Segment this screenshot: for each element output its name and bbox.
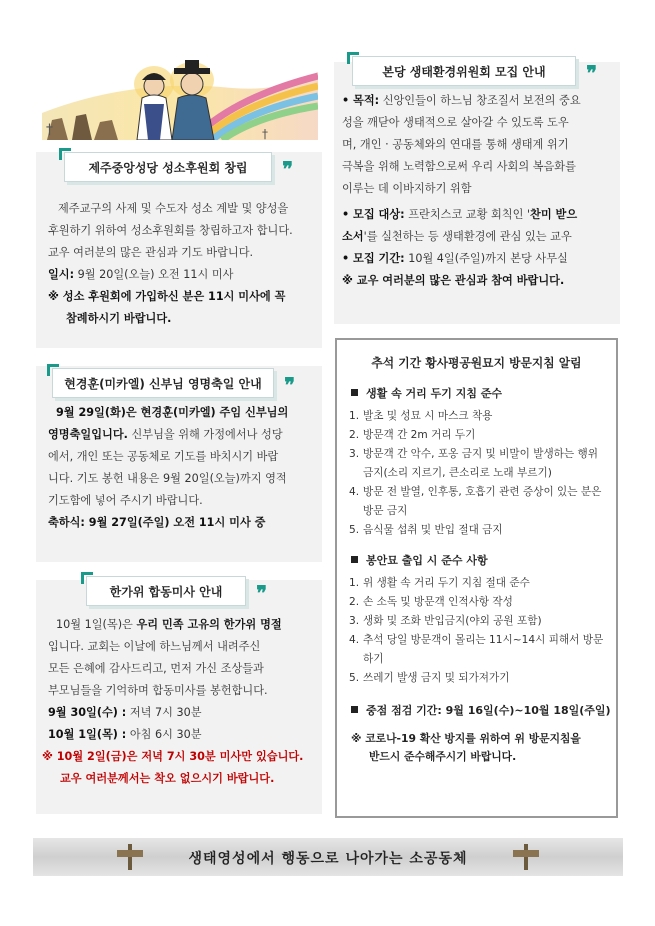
- cemetery-guideline-notice: [335, 338, 618, 818]
- schedule-date: 9월 30일(수) :: [48, 706, 127, 719]
- body-text: 10월 1일(목)은: [56, 618, 137, 631]
- item-number: 3.: [349, 615, 360, 627]
- eco-committee-section: [334, 62, 620, 324]
- closing-note: ※ 교우 여러분의 많은 관심과 참여 바랍니다.: [342, 274, 565, 287]
- guideline-subtitle: [337, 385, 616, 401]
- guideline-item: [349, 593, 606, 612]
- item-number: 5.: [349, 524, 360, 536]
- header-illustration: [42, 58, 318, 140]
- feast-highlight: 영명축일입니다.: [48, 428, 128, 441]
- square-bullet-icon: [351, 706, 358, 713]
- mass-schedule-row: [48, 724, 318, 746]
- event-date-value: 9월 20일(오늘) 오전 11시 미사: [77, 268, 234, 281]
- feast-day-body: [48, 402, 316, 534]
- item-text: 음식물 섭취 및 반입 절대 금지: [363, 524, 503, 536]
- target-line: [342, 226, 618, 248]
- body-line: 니다. 기도 봉헌 내용은 9월 20일(오늘)까지 영적: [48, 472, 287, 485]
- body-line: [48, 614, 318, 636]
- target-line: [342, 204, 618, 226]
- item-text: 방문객 간 악수, 포옹 금지 및 비말이 발생하는 행위 금지(소리 지르기, 큰소리로 노래 부르기): [363, 448, 598, 479]
- svg-text:†: †: [262, 127, 268, 140]
- vocation-society-title-tab: [64, 152, 293, 182]
- item-number: 5.: [349, 672, 360, 684]
- guideline-item: [349, 483, 606, 521]
- body-line: 부모님들을 기억하며 합동미사를 봉헌합니다.: [48, 684, 268, 697]
- svg-text:†: †: [46, 122, 53, 138]
- item-number: 4.: [349, 634, 360, 646]
- square-bullet-icon: [351, 389, 358, 396]
- hangawi-mass-title-tab: [86, 576, 267, 606]
- guideline-item: [349, 669, 606, 688]
- schedule-date: 10월 1일(목) :: [48, 728, 127, 741]
- guideline-item: [349, 612, 606, 631]
- vocation-note: 참례하시기 바랍니다.: [66, 312, 172, 325]
- eco-committee-title-tab: [352, 56, 597, 86]
- celebration-time: 축하식: 9월 27일(주일) 오전 11시 미사 중: [48, 516, 266, 529]
- body-line: 9월 29일(화)은 현경훈(미카엘) 주임 신부님의: [56, 406, 289, 419]
- body-text: 신앙인들이 하느님 창조질서 보전의 중요: [379, 94, 581, 107]
- vocation-note: ※ 성소 후원회에 가입하신 분은 11시 미사에 꼭: [48, 290, 286, 303]
- quote-mark-icon: ❞: [256, 581, 267, 605]
- hangawi-mass-body: [42, 614, 318, 790]
- distancing-list: [337, 407, 616, 540]
- guideline-subtitle: [337, 552, 616, 568]
- corner-accent-icon: [347, 52, 359, 64]
- inspection-text: 중점 점검 기간: 9월 16일(수)~10월 18일(주일): [366, 704, 611, 717]
- guideline-item: [349, 426, 606, 445]
- body-text: 신부님을 위해 가정에서나 성당: [127, 428, 283, 441]
- section-title: 한가위 합동미사 안내: [109, 584, 223, 599]
- guideline-item: [349, 407, 606, 426]
- hangawi-highlight: 우리 민족 고유의 한가위 명절: [136, 618, 282, 631]
- hangawi-mass-section: [36, 580, 322, 814]
- covid-warning: [337, 730, 616, 766]
- warning-line: 반드시 준수해주시기 바랍니다.: [369, 750, 517, 763]
- body-text: '를 실천하는 등 생태환경에 관심 있는 교우: [363, 230, 572, 243]
- guideline-item: [349, 574, 606, 593]
- body-line: 성을 깨닫아 생태적으로 살아갈 수 있도록 도우: [342, 116, 569, 129]
- schedule-time: 저녁 7시 30분: [126, 706, 202, 719]
- item-text: 방문 전 발열, 인후통, 호흡기 관련 증상이 있는 분은 방문 금지: [363, 486, 602, 517]
- subtitle-text: 봉안묘 출입 시 준수 사항: [366, 554, 488, 567]
- body-line: 제주교구의 사제 및 수도자 성소 계발 및 양성을: [58, 202, 289, 215]
- signpost-icon: [511, 844, 541, 870]
- saints-illustration: [42, 58, 318, 140]
- corner-accent-icon: [81, 572, 93, 584]
- quote-mark-icon: ❞: [284, 373, 295, 397]
- body-text: 프란치스코 교황 회칙인 ': [404, 208, 531, 221]
- body-line: 며, 개인 · 공동체와의 연대를 통해 생태계 위기: [342, 138, 569, 151]
- body-line: 모든 은혜에 감사드리고, 먼저 가신 조상들과: [48, 662, 264, 675]
- body-line: 입니다. 교회는 이날에 하느님께서 내려주신: [48, 640, 261, 653]
- body-line: [48, 424, 316, 446]
- quote-mark-icon: ❞: [586, 61, 597, 85]
- period-label: • 모집 기간:: [342, 252, 405, 265]
- corner-accent-icon: [59, 148, 71, 160]
- warning-line: ※ 코로나-19 확산 방지를 위하여 위 방문지침을: [351, 732, 581, 745]
- section-title: 제주중앙성당 성소후원회 창립: [88, 160, 248, 175]
- feast-day-title-tab: [52, 368, 295, 398]
- square-bullet-icon: [351, 556, 358, 563]
- purpose-line: [342, 90, 618, 112]
- item-text: 쓰레기 발생 금지 및 되가져가기: [363, 672, 510, 684]
- guideline-item: [349, 521, 606, 540]
- item-text: 발초 및 성묘 시 마스크 착용: [363, 410, 493, 422]
- item-number: 1.: [349, 577, 360, 589]
- corner-accent-icon: [47, 364, 59, 376]
- encyclical-name: 소서: [342, 230, 364, 243]
- body-line: 교우 여러분의 많은 관심과 기도 바랍니다.: [48, 246, 254, 259]
- body-line: 기도함에 넣어 주시기 바랍니다.: [48, 494, 203, 507]
- schedule-warning: ※ 10월 2일(금)은 저녁 7시 30분 미사만 있습니다.: [42, 750, 304, 763]
- item-text: 방문객 간 2m 거리 두기: [363, 429, 476, 441]
- event-date: [48, 264, 316, 286]
- section-title: 본당 생태환경위원회 모집 안내: [382, 64, 546, 79]
- period-line: [342, 248, 618, 270]
- item-number: 1.: [349, 410, 360, 422]
- eco-committee-body: [342, 90, 618, 292]
- item-number: 2.: [349, 596, 360, 608]
- item-text: 손 소독 및 방문객 인적사항 작성: [363, 596, 513, 608]
- encyclical-name: 찬미 받으: [530, 208, 578, 221]
- body-line: 극복을 위해 노력함으로써 우리 사회의 복음화를: [342, 160, 576, 173]
- banner-slogan: 생태영성에서 행동으로 나아가는 소공동체: [188, 851, 468, 867]
- purpose-label: • 목적:: [342, 94, 380, 107]
- ossuary-rules-list: [337, 574, 616, 688]
- vocation-society-body: [48, 198, 316, 330]
- item-text: 위 생활 속 거리 두기 지침 절대 준수: [363, 577, 530, 589]
- mass-schedule-row: [48, 702, 318, 724]
- body-line: 후원하기 위하여 성소후원회를 창립하고자 합니다.: [48, 224, 293, 237]
- schedule-warning: 교우 여러분께서는 착오 없으시기 바랍니다.: [60, 772, 275, 785]
- subtitle-text: 생활 속 거리 두기 지침 준수: [366, 387, 503, 400]
- guideline-item: [349, 445, 606, 483]
- period-value: 10월 4일(주일)까지 본당 사무실: [404, 252, 568, 265]
- body-line: 에서, 개인 또는 공동체로 기도를 바치시기 바랍: [48, 450, 279, 463]
- notice-title: 추석 기간 황사평공원묘지 방문지침 알림: [371, 356, 582, 370]
- target-label: • 모집 대상:: [342, 208, 405, 221]
- schedule-time: 아침 6시 30분: [126, 728, 202, 741]
- footer-banner: [33, 838, 623, 876]
- item-text: 추석 당일 방문객이 몰리는 11시~14시 피해서 방문하기: [363, 634, 604, 665]
- guideline-item: [349, 631, 606, 669]
- event-date-label: 일시:: [48, 268, 75, 281]
- item-number: 4.: [349, 486, 360, 498]
- item-number: 3.: [349, 448, 360, 460]
- body-line: 이루는 데 이바지하기 위함: [342, 182, 472, 195]
- inspection-period: [337, 702, 616, 718]
- item-text: 생화 및 조화 반입금지(야외 공원 포함): [363, 615, 542, 627]
- quote-mark-icon: ❞: [282, 157, 293, 181]
- section-title: 현경훈(미카엘) 신부님 영명축일 안내: [64, 376, 262, 391]
- item-number: 2.: [349, 429, 360, 441]
